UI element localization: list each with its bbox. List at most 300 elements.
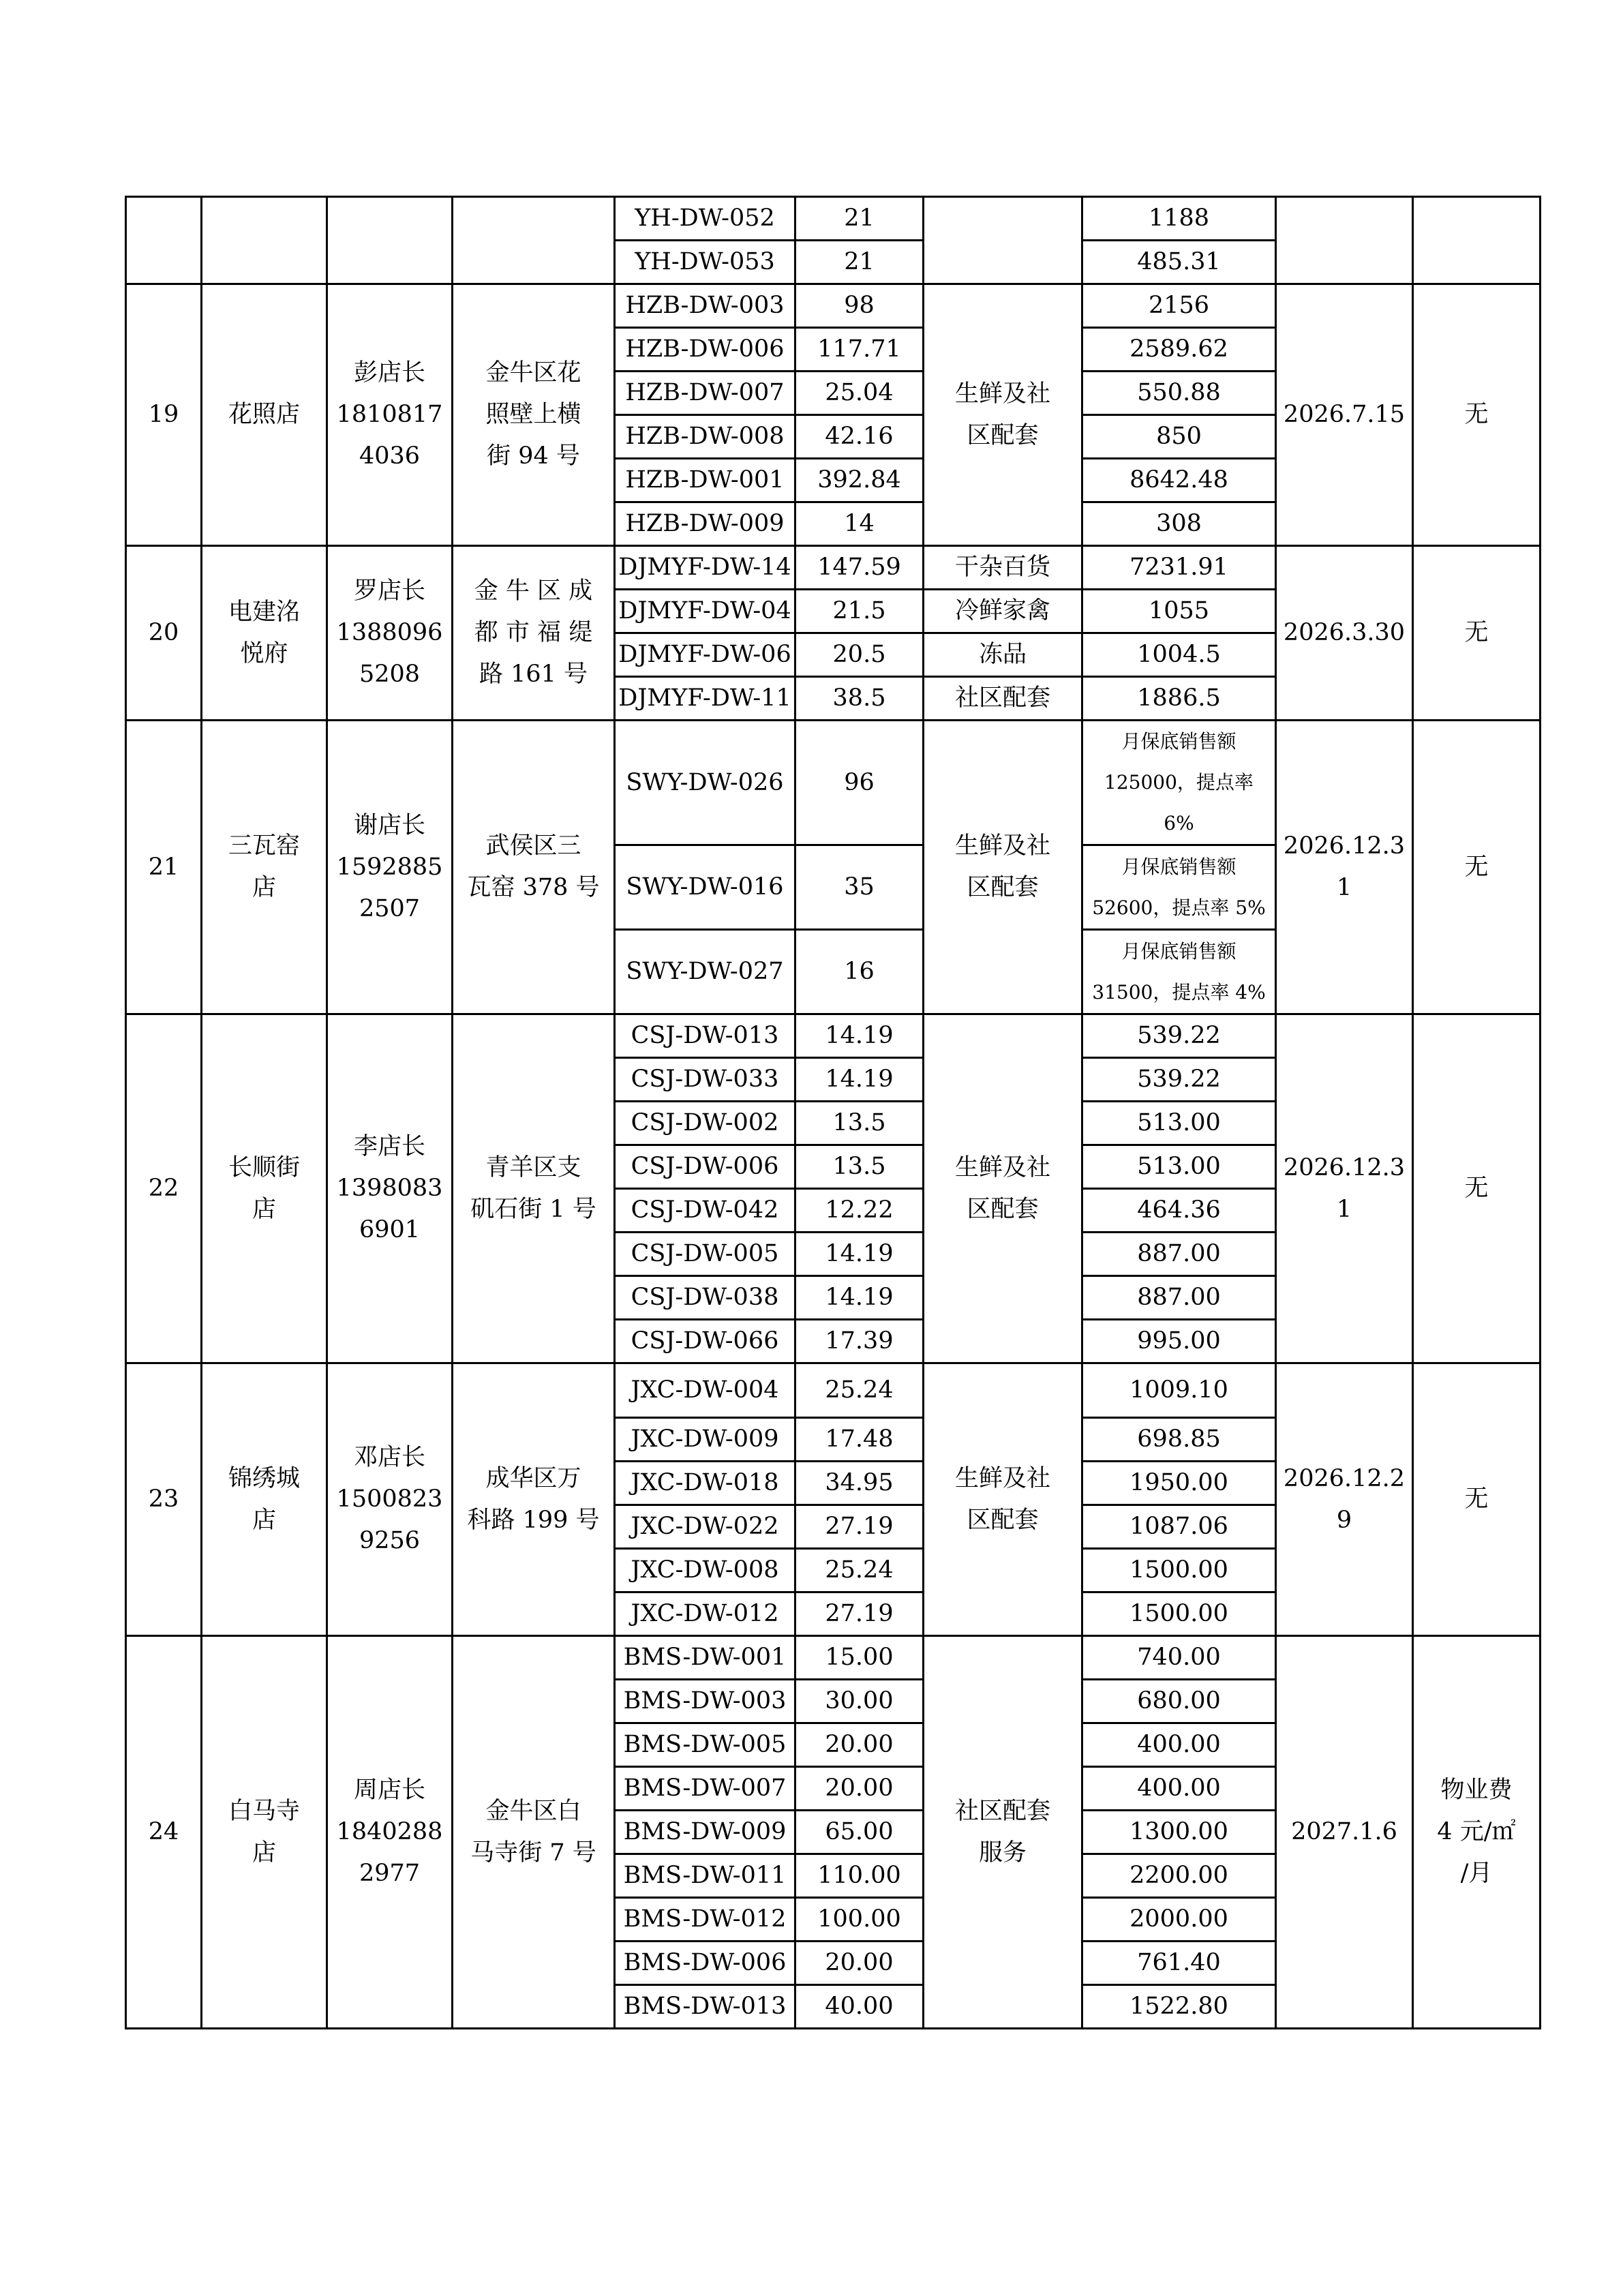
business-type-text [927, 1458, 1078, 1541]
rent-value-line: 400.00 [1137, 1731, 1221, 1758]
rent-value-text [1086, 1942, 1272, 1984]
cell-area: 147.59 [795, 546, 924, 590]
cell-expiry [1276, 284, 1413, 546]
cell-rent [1082, 1462, 1276, 1505]
cell-area: 100.00 [795, 1898, 924, 1942]
cell-unit-code: HZB-DW-009 [615, 502, 795, 546]
rent-value-line: 8642.48 [1129, 466, 1228, 494]
store-address-line: 都 市 福 缇 [474, 619, 593, 646]
cell-rent [1082, 1985, 1276, 2029]
cell-address [453, 1636, 615, 2029]
cell-area: 21 [795, 241, 924, 284]
cell-manager [327, 197, 453, 284]
cell-store [202, 1014, 327, 1363]
store-name-text [205, 1458, 323, 1541]
cell-manager [327, 721, 453, 1014]
cell-manager [327, 284, 453, 546]
business-type-line: 生鲜及社 [954, 1464, 1050, 1492]
row-number: 21 [148, 853, 179, 881]
business-type-line: 区配套 [967, 1195, 1039, 1223]
cell-rent [1082, 1811, 1276, 1854]
manager-contact-line: 1592885 [336, 853, 443, 881]
property-fee-text [1416, 1479, 1536, 1520]
rent-value-text [1086, 459, 1272, 501]
rent-value-text [1086, 1637, 1272, 1678]
cell-rent [1082, 241, 1276, 284]
rent-value-text [1086, 329, 1272, 370]
rent-value-line: 1500.00 [1129, 1556, 1228, 1584]
manager-contact-line: 4036 [359, 442, 421, 470]
cell-rent [1082, 677, 1276, 721]
store-address-text [456, 571, 611, 695]
cell-unit-code: BMS-DW-013 [615, 1985, 795, 2029]
cell-area: 392.84 [795, 459, 924, 502]
property-fee-line: 无 [1464, 853, 1489, 881]
business-type-line: 生鲜及社 [954, 832, 1050, 860]
cell-no [126, 1363, 202, 1636]
cell-business [924, 284, 1082, 546]
cell-manager [327, 1636, 453, 2029]
cell-no [126, 721, 202, 1014]
cell-business: 社区配套 [924, 677, 1082, 721]
cell-unit-code: HZB-DW-007 [615, 372, 795, 415]
cell-area: 12.22 [795, 1189, 924, 1233]
row-number: 22 [148, 1175, 179, 1202]
manager-contact-line: 邓店长 [353, 1444, 425, 1471]
cell-unit-code: HZB-DW-001 [615, 459, 795, 502]
property-fee-line: 无 [1464, 619, 1489, 646]
rent-value-line: 1004.5 [1137, 641, 1221, 668]
cell-unit-code: SWY-DW-026 [615, 721, 795, 845]
cell-rent [1082, 328, 1276, 372]
cell-rent [1082, 546, 1276, 590]
cell-area: 17.48 [795, 1418, 924, 1462]
manager-contact-line: 9256 [359, 1527, 421, 1554]
rent-value-text [1086, 285, 1272, 327]
store-name-line: 店 [252, 1195, 276, 1223]
rent-value-line: 308 [1156, 510, 1202, 537]
cell-expiry [1276, 197, 1413, 284]
cell-area: 27.19 [795, 1505, 924, 1549]
cell-rent [1082, 633, 1276, 677]
store-address-line: 青羊区支 [485, 1153, 581, 1181]
store-address-line: 照壁上横 [485, 401, 581, 428]
cell-unit-code: BMS-DW-007 [615, 1767, 795, 1811]
cell-store [202, 284, 327, 546]
cell-business [924, 1363, 1082, 1636]
table-row [126, 1636, 1541, 1680]
cell-manager [327, 546, 453, 721]
expiry-date-line: 2026.7.15 [1283, 401, 1406, 428]
cell-no [126, 1636, 202, 2029]
rent-value-line: 485.31 [1137, 248, 1221, 275]
cell-area: 117.71 [795, 328, 924, 372]
cell-business [924, 197, 1082, 284]
cell-no [126, 1014, 202, 1363]
rent-value-line: 2156 [1148, 292, 1210, 319]
cell-rent [1082, 372, 1276, 415]
rent-value-line: 2000.00 [1129, 1905, 1228, 1933]
rent-value-line: 680.00 [1137, 1687, 1221, 1715]
cell-area: 38.5 [795, 677, 924, 721]
cell-expiry [1276, 1636, 1413, 2029]
store-address-text [456, 1147, 611, 1230]
business-type-line: 服务 [978, 1839, 1027, 1867]
rent-value-text [1086, 1059, 1272, 1100]
manager-contact-line: 6901 [359, 1216, 421, 1243]
cell-rent [1082, 1363, 1276, 1418]
cell-rent [1082, 1680, 1276, 1723]
cell-rent [1082, 1014, 1276, 1058]
expiry-date-text [1279, 612, 1409, 654]
rent-value-line: 1886.5 [1137, 684, 1221, 712]
rent-value-text [1086, 1680, 1272, 1722]
rent-value-text [1086, 1146, 1272, 1188]
manager-contact-line: 罗店长 [353, 577, 425, 605]
rent-value-text [1086, 590, 1272, 632]
table-row [126, 721, 1541, 845]
cell-rent [1082, 1549, 1276, 1592]
rent-value-text [1086, 1233, 1272, 1275]
cell-unit-code: CSJ-DW-013 [615, 1014, 795, 1058]
rent-value-text [1086, 1986, 1272, 2027]
store-address-line: 路 161 号 [479, 661, 588, 688]
store-name-line: 三瓦窑 [228, 832, 300, 860]
rent-value-text [1086, 241, 1272, 283]
rent-value-text [1086, 847, 1272, 928]
rent-value-text [1086, 678, 1272, 719]
expiry-date-line: 1 [1336, 874, 1352, 901]
cell-unit-code: DJMYF-DW-14 [615, 546, 795, 590]
row-number: 20 [148, 619, 179, 646]
cell-area: 42.16 [795, 415, 924, 459]
store-address-text [456, 826, 611, 909]
cell-rent [1082, 930, 1276, 1014]
business-type-text [927, 826, 1078, 909]
rent-value-text [1086, 1811, 1272, 1853]
cell-business [924, 1636, 1082, 2029]
cell-no [126, 197, 202, 284]
cell-store [202, 1636, 327, 2029]
cell-rent [1082, 1145, 1276, 1189]
expiry-date-text [1279, 826, 1409, 909]
rent-value-line: 1522.80 [1129, 1993, 1228, 2020]
expiry-date-line: 2026.3.30 [1283, 619, 1406, 646]
cell-area: 14.19 [795, 1276, 924, 1320]
rent-value-text [1086, 931, 1272, 1013]
cell-unit-code: JXC-DW-012 [615, 1592, 795, 1636]
cell-rent [1082, 1102, 1276, 1145]
rent-value-text [1086, 634, 1272, 676]
store-name-line: 锦绣城 [228, 1464, 300, 1492]
cell-unit-code: JXC-DW-008 [615, 1549, 795, 1592]
cell-address [453, 1363, 615, 1636]
rent-value-line: 1009.10 [1129, 1376, 1228, 1404]
rent-value-text [1086, 1550, 1272, 1591]
expiry-date-text [1279, 1811, 1409, 1853]
table-row [126, 1014, 1541, 1058]
rent-value-line: 1500.00 [1129, 1600, 1228, 1627]
cell-area: 20.00 [795, 1767, 924, 1811]
cell-store [202, 721, 327, 1014]
rent-value-line: 1950.00 [1129, 1469, 1228, 1496]
cell-unit-code: BMS-DW-009 [615, 1811, 795, 1854]
cell-unit-code: SWY-DW-016 [615, 845, 795, 930]
rent-value-line: 31500，提点率 4% [1092, 980, 1266, 1003]
rent-value-line: 52600，提点率 5% [1092, 896, 1266, 919]
store-address-line: 金牛区花 [485, 359, 581, 387]
store-name-line: 长顺街 [228, 1153, 300, 1181]
manager-contact-text [331, 571, 449, 695]
cell-expiry [1276, 1363, 1413, 1636]
store-address-line: 金 牛 区 成 [474, 577, 593, 605]
store-address-line: 马寺街 7 号 [470, 1839, 596, 1867]
row-number: 19 [148, 401, 179, 428]
cell-area: 13.5 [795, 1102, 924, 1145]
rent-value-line: 995.00 [1137, 1327, 1221, 1355]
cell-rent [1082, 197, 1276, 241]
cell-expiry [1276, 1014, 1413, 1363]
cell-unit-code: JXC-DW-018 [615, 1462, 795, 1505]
store-name-line: 花照店 [228, 401, 300, 428]
cell-rent [1082, 1898, 1276, 1942]
rent-value-line: 月保底销售额 [1121, 939, 1237, 963]
expiry-date-line: 2027.1.6 [1291, 1818, 1397, 1845]
manager-contact-line: 2977 [359, 1860, 421, 1887]
store-name-line: 店 [252, 1506, 276, 1534]
store-name-text [205, 592, 323, 675]
rent-value-line: 1188 [1148, 205, 1210, 232]
cell-unit-code: HZB-DW-003 [615, 284, 795, 328]
expiry-date-text [1279, 1458, 1409, 1541]
store-name-line: 白马寺 [228, 1797, 300, 1825]
store-address-line: 矶石街 1 号 [470, 1195, 596, 1223]
rent-value-text [1086, 1593, 1272, 1635]
cell-rent [1082, 1854, 1276, 1898]
cell-rent [1082, 721, 1276, 845]
store-lease-table [125, 196, 1541, 2029]
cell-rent [1082, 1233, 1276, 1276]
rent-value-text [1086, 1370, 1272, 1411]
cell-area: 98 [795, 284, 924, 328]
rent-value-line: 2589.62 [1129, 335, 1228, 363]
cell-unit-code: BMS-DW-003 [615, 1680, 795, 1723]
cell-rent [1082, 1942, 1276, 1985]
property-fee-line: 无 [1464, 1485, 1489, 1513]
cell-no [126, 284, 202, 546]
expiry-date-line: 2026.12.3 [1283, 832, 1406, 860]
cell-area: 14.19 [795, 1233, 924, 1276]
cell-area: 21.5 [795, 590, 924, 633]
store-name-text [205, 394, 323, 436]
cell-address [453, 197, 615, 284]
cell-area: 15.00 [795, 1636, 924, 1680]
manager-contact-text [331, 352, 449, 477]
cell-business: 冻品 [924, 633, 1082, 677]
rent-value-text [1086, 1419, 1272, 1460]
cell-unit-code: SWY-DW-027 [615, 930, 795, 1014]
rent-value-text [1086, 1190, 1272, 1231]
cell-store [202, 197, 327, 284]
manager-contact-line: 1500823 [336, 1485, 443, 1513]
cell-manager [327, 1014, 453, 1363]
rent-value-line: 513.00 [1137, 1109, 1221, 1136]
cell-area: 35 [795, 845, 924, 930]
cell-rent [1082, 1592, 1276, 1636]
cell-rent [1082, 1767, 1276, 1811]
cell-area: 14.19 [795, 1014, 924, 1058]
cell-expiry [1276, 721, 1413, 1014]
cell-area: 96 [795, 721, 924, 845]
property-fee-text [1416, 847, 1536, 888]
cell-rent [1082, 1723, 1276, 1767]
cell-fee [1413, 197, 1541, 284]
cell-rent [1082, 415, 1276, 459]
cell-unit-code: CSJ-DW-033 [615, 1058, 795, 1102]
cell-fee [1413, 284, 1541, 546]
manager-contact-line: 谢店长 [353, 811, 425, 839]
store-name-text [205, 1791, 323, 1874]
rent-value-text [1086, 547, 1272, 588]
cell-store [202, 1363, 327, 1636]
cell-area: 25.24 [795, 1363, 924, 1418]
rent-value-text [1086, 1855, 1272, 1897]
expiry-date-line: 2026.12.3 [1283, 1153, 1406, 1181]
cell-rent [1082, 590, 1276, 633]
rent-value-text [1086, 721, 1272, 844]
rent-value-line: 1087.06 [1129, 1513, 1228, 1540]
rent-value-line: 539.22 [1137, 1066, 1221, 1093]
cell-rent [1082, 1058, 1276, 1102]
cell-area: 20.5 [795, 633, 924, 677]
business-type-line: 生鲜及社 [954, 380, 1050, 408]
expiry-date-line: 9 [1336, 1506, 1352, 1534]
cell-rent [1082, 284, 1276, 328]
cell-unit-code: BMS-DW-011 [615, 1854, 795, 1898]
store-address-line: 瓦窑 378 号 [467, 874, 600, 901]
store-address-line: 金牛区白 [485, 1797, 581, 1825]
cell-area: 17.39 [795, 1320, 924, 1363]
property-fee-line: 4 元/㎡ [1437, 1818, 1516, 1845]
store-name-line: 店 [252, 1839, 276, 1867]
cell-rent [1082, 1636, 1276, 1680]
property-fee-text [1416, 1770, 1536, 1894]
business-type-line: 社区配套 [954, 1797, 1050, 1825]
cell-address [453, 721, 615, 1014]
cell-area: 25.24 [795, 1549, 924, 1592]
cell-area: 20.00 [795, 1723, 924, 1767]
rent-value-line: 887.00 [1137, 1240, 1221, 1267]
cell-area: 20.00 [795, 1942, 924, 1985]
store-address-text [456, 1458, 611, 1541]
manager-contact-line: 5208 [359, 661, 421, 688]
rent-value-line: 850 [1156, 423, 1202, 450]
table-row [126, 1363, 1541, 1418]
cell-unit-code: JXC-DW-022 [615, 1505, 795, 1549]
cell-rent [1082, 1320, 1276, 1363]
rent-value-line: 月保底销售额 [1121, 730, 1237, 753]
rent-value-line: 539.22 [1137, 1022, 1221, 1049]
rent-value-line: 1055 [1148, 597, 1210, 624]
cell-expiry [1276, 546, 1413, 721]
manager-contact-text [331, 805, 449, 930]
cell-unit-code: CSJ-DW-006 [615, 1145, 795, 1189]
manager-contact-line: 1388096 [336, 619, 443, 646]
cell-area: 110.00 [795, 1854, 924, 1898]
table-body [126, 197, 1541, 2029]
store-address-text [456, 1791, 611, 1874]
cell-rent [1082, 1418, 1276, 1462]
manager-contact-line: 彭店长 [353, 359, 425, 387]
store-name-line: 电建洺 [228, 598, 300, 626]
cell-unit-code: JXC-DW-004 [615, 1363, 795, 1418]
rent-value-text [1086, 1768, 1272, 1809]
store-address-line: 武侯区三 [485, 832, 581, 860]
property-fee-line: /月 [1460, 1860, 1493, 1887]
cell-business: 干杂百货 [924, 546, 1082, 590]
rent-value-line: 550.88 [1137, 379, 1221, 406]
business-type-text [927, 374, 1078, 457]
cell-unit-code: JXC-DW-009 [615, 1418, 795, 1462]
store-address-line: 科路 199 号 [467, 1506, 600, 1534]
cell-area: 27.19 [795, 1592, 924, 1636]
cell-area: 14.19 [795, 1058, 924, 1102]
rent-value-text [1086, 1462, 1272, 1504]
property-fee-line: 无 [1464, 401, 1489, 428]
manager-contact-line: 李店长 [353, 1133, 425, 1160]
store-name-line: 悦府 [240, 639, 288, 667]
cell-unit-code: CSJ-DW-042 [615, 1189, 795, 1233]
rent-value-text [1086, 372, 1272, 414]
cell-business: 冷鲜家禽 [924, 590, 1082, 633]
cell-unit-code: BMS-DW-001 [615, 1636, 795, 1680]
cell-fee [1413, 1636, 1541, 2029]
rent-value-line: 698.85 [1137, 1425, 1221, 1453]
cell-unit-code: YH-DW-053 [615, 241, 795, 284]
cell-area: 65.00 [795, 1811, 924, 1854]
cell-business [924, 1014, 1082, 1363]
rent-value-line: 740.00 [1137, 1644, 1221, 1671]
row-number: 24 [148, 1818, 179, 1845]
cell-unit-code: YH-DW-052 [615, 197, 795, 241]
rent-value-line: 月保底销售额 [1121, 855, 1237, 878]
cell-area: 21 [795, 197, 924, 241]
cell-rent [1082, 845, 1276, 930]
cell-unit-code: BMS-DW-006 [615, 1942, 795, 1985]
rent-value-text [1086, 1015, 1272, 1057]
business-type-line: 区配套 [967, 421, 1039, 449]
expiry-date-line: 1 [1336, 1195, 1352, 1223]
cell-unit-code: DJMYF-DW-06 [615, 633, 795, 677]
cell-area: 30.00 [795, 1680, 924, 1723]
business-type-line: 生鲜及社 [954, 1153, 1050, 1181]
expiry-date-text [1279, 1147, 1409, 1230]
expiry-date-text [1279, 394, 1409, 436]
manager-contact-line: 1810817 [336, 401, 443, 428]
cell-rent [1082, 502, 1276, 546]
store-name-line: 店 [252, 874, 276, 901]
manager-contact-text [331, 1126, 449, 1251]
rent-value-text [1086, 1724, 1272, 1766]
rent-value-line: 761.40 [1137, 1949, 1221, 1976]
rent-value-line: 6% [1164, 812, 1194, 834]
rent-value-line: 1300.00 [1129, 1818, 1228, 1845]
manager-contact-line: 1398083 [336, 1175, 443, 1202]
rent-value-line: 2200.00 [1129, 1862, 1228, 1889]
rent-value-line: 464.36 [1137, 1196, 1221, 1224]
store-name-text [205, 826, 323, 909]
cell-unit-code: DJMYF-DW-04 [615, 590, 795, 633]
